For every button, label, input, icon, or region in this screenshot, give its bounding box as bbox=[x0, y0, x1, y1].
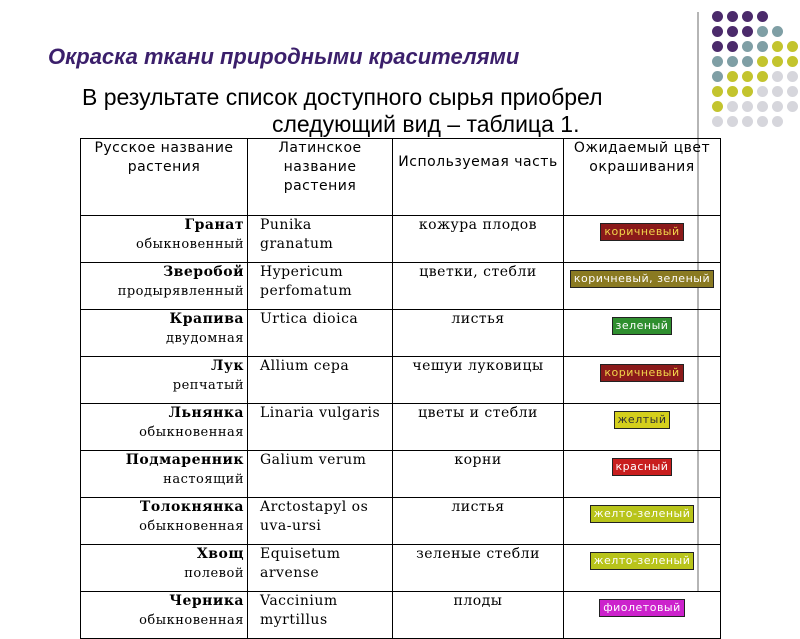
expected-color-cell bbox=[564, 216, 721, 263]
decor-dot bbox=[757, 11, 768, 22]
color-swatch-label: зеленый bbox=[612, 317, 673, 335]
header-used-part: Используемая часть bbox=[393, 139, 564, 216]
decor-dot bbox=[712, 26, 723, 37]
slide-subtitle bbox=[82, 84, 692, 138]
russian-name-epithet: репчатый bbox=[172, 378, 244, 393]
subtitle-line-1: В результате список доступного сырья приобрел bbox=[82, 84, 603, 110]
color-swatch-label: коричневый bbox=[600, 364, 683, 382]
latin-name: Punika granatum bbox=[248, 216, 393, 263]
expected-color-cell bbox=[564, 451, 721, 498]
decor-dot bbox=[787, 71, 798, 82]
table-row bbox=[81, 310, 721, 357]
expected-color-cell bbox=[564, 263, 721, 310]
russian-name-cell bbox=[81, 498, 248, 545]
used-part: зеленые стебли bbox=[393, 545, 564, 592]
russian-name-cell bbox=[81, 216, 248, 263]
used-part: цветы и стебли bbox=[393, 404, 564, 451]
decor-dot bbox=[772, 26, 783, 37]
color-swatch-label: красный bbox=[612, 458, 673, 476]
color-swatch-label: коричневый bbox=[600, 223, 683, 241]
decor-dot bbox=[742, 26, 753, 37]
decor-dot bbox=[727, 71, 738, 82]
decor-dot bbox=[787, 41, 798, 52]
russian-name-cell bbox=[81, 263, 248, 310]
expected-color-cell bbox=[564, 310, 721, 357]
latin-name: Linaria vulgaris bbox=[248, 404, 393, 451]
decor-dot bbox=[772, 116, 783, 127]
russian-name: Гранат bbox=[184, 217, 244, 233]
decor-dot bbox=[727, 101, 738, 112]
table-row bbox=[81, 545, 721, 592]
expected-color-cell bbox=[564, 357, 721, 404]
decor-dot bbox=[712, 11, 723, 22]
russian-name-cell bbox=[81, 592, 248, 639]
decor-dot bbox=[727, 86, 738, 97]
decor-dot bbox=[742, 101, 753, 112]
used-part: чешуи луковицы bbox=[393, 357, 564, 404]
slide-title: Окраска ткани природными красителями bbox=[48, 44, 520, 69]
decor-dot bbox=[712, 41, 723, 52]
decor-dot bbox=[787, 86, 798, 97]
dye-plants-table bbox=[80, 138, 721, 639]
russian-name-epithet: двудомная bbox=[165, 331, 244, 346]
russian-name-cell bbox=[81, 451, 248, 498]
decor-dot bbox=[787, 56, 798, 67]
table-row bbox=[81, 357, 721, 404]
russian-name-cell bbox=[81, 357, 248, 404]
decor-dot bbox=[712, 86, 723, 97]
decor-dot bbox=[727, 41, 738, 52]
latin-name: Allium cepa bbox=[248, 357, 393, 404]
color-swatch-label: желто-зеленый bbox=[590, 552, 695, 570]
color-swatch-label: желтый bbox=[614, 411, 671, 429]
decor-dot bbox=[757, 86, 768, 97]
decor-dot bbox=[772, 71, 783, 82]
decor-dot bbox=[712, 116, 723, 127]
decorative-dot-grid bbox=[710, 11, 800, 131]
table-row bbox=[81, 404, 721, 451]
table-row bbox=[81, 592, 721, 639]
russian-name: Лук bbox=[211, 358, 244, 374]
decor-dot bbox=[757, 101, 768, 112]
russian-name: Черника bbox=[169, 593, 244, 609]
decor-dot bbox=[712, 71, 723, 82]
used-part: листья bbox=[393, 498, 564, 545]
latin-name: Vaccinium myrtillus bbox=[248, 592, 393, 639]
decor-dot bbox=[757, 26, 768, 37]
decor-dot bbox=[742, 56, 753, 67]
decor-dot bbox=[742, 41, 753, 52]
decor-dot bbox=[742, 116, 753, 127]
color-swatch-label: фиолетовый bbox=[599, 599, 685, 617]
russian-name: Льнянка bbox=[168, 405, 244, 421]
russian-name-cell bbox=[81, 310, 248, 357]
decor-dot bbox=[772, 101, 783, 112]
expected-color-cell bbox=[564, 545, 721, 592]
expected-color-cell bbox=[564, 498, 721, 545]
used-part: цветки, стебли bbox=[393, 263, 564, 310]
used-part: кожура плодов bbox=[393, 216, 564, 263]
decor-dot bbox=[742, 71, 753, 82]
decor-dot bbox=[727, 56, 738, 67]
russian-name-epithet: полевой bbox=[184, 566, 244, 581]
russian-name: Толокнянка bbox=[139, 499, 244, 515]
color-swatch-label: коричневый, зеленый bbox=[570, 270, 714, 288]
russian-name-cell bbox=[81, 545, 248, 592]
russian-name-cell bbox=[81, 404, 248, 451]
latin-name: Urtica dioica bbox=[248, 310, 393, 357]
used-part: корни bbox=[393, 451, 564, 498]
table-row bbox=[81, 498, 721, 545]
color-swatch-label: желто-зеленый bbox=[590, 505, 695, 523]
russian-name: Хвощ bbox=[196, 546, 244, 562]
expected-color-cell bbox=[564, 592, 721, 639]
decor-dot bbox=[727, 11, 738, 22]
latin-name: Hypericum perfomatum bbox=[248, 263, 393, 310]
russian-name-epithet: обыкновенная bbox=[139, 425, 244, 440]
decor-dot bbox=[712, 56, 723, 67]
decor-dot bbox=[772, 86, 783, 97]
russian-name-epithet: настоящий bbox=[163, 472, 244, 487]
russian-name-epithet: обыкновенная bbox=[139, 519, 244, 534]
table-row bbox=[81, 216, 721, 263]
subtitle-line-2: следующий вид – таблица 1. bbox=[272, 111, 580, 137]
used-part: листья bbox=[393, 310, 564, 357]
russian-name-epithet: обыкновенный bbox=[136, 237, 244, 252]
decor-dot bbox=[787, 101, 798, 112]
latin-name: Equisetum arvense bbox=[248, 545, 393, 592]
decor-dot bbox=[757, 41, 768, 52]
russian-name: Крапива bbox=[169, 311, 244, 327]
table-header-row bbox=[81, 139, 721, 216]
decor-dot bbox=[772, 41, 783, 52]
decor-dot bbox=[772, 56, 783, 67]
decor-dot bbox=[727, 26, 738, 37]
russian-name-epithet: продырявленный bbox=[117, 284, 244, 299]
table-row bbox=[81, 263, 721, 310]
decor-dot bbox=[757, 71, 768, 82]
header-russian-name: Русское название растения bbox=[81, 139, 248, 216]
russian-name: Зверобой bbox=[163, 264, 244, 280]
russian-name-epithet: обыкновенная bbox=[139, 613, 244, 628]
decor-dot bbox=[757, 56, 768, 67]
latin-name: Galium verum bbox=[248, 451, 393, 498]
decor-dot bbox=[742, 11, 753, 22]
table-row bbox=[81, 451, 721, 498]
expected-color-cell bbox=[564, 404, 721, 451]
decor-dot bbox=[712, 101, 723, 112]
decor-dot bbox=[742, 86, 753, 97]
decor-dot bbox=[757, 116, 768, 127]
header-expected-color: Ожидаемый цвет окрашивания bbox=[564, 139, 721, 216]
latin-name: Arctostapyl os uva-ursi bbox=[248, 498, 393, 545]
header-latin-name: Латинское название растения bbox=[248, 139, 393, 216]
decor-dot bbox=[727, 116, 738, 127]
used-part: плоды bbox=[393, 592, 564, 639]
russian-name: Подмаренник bbox=[125, 452, 244, 468]
